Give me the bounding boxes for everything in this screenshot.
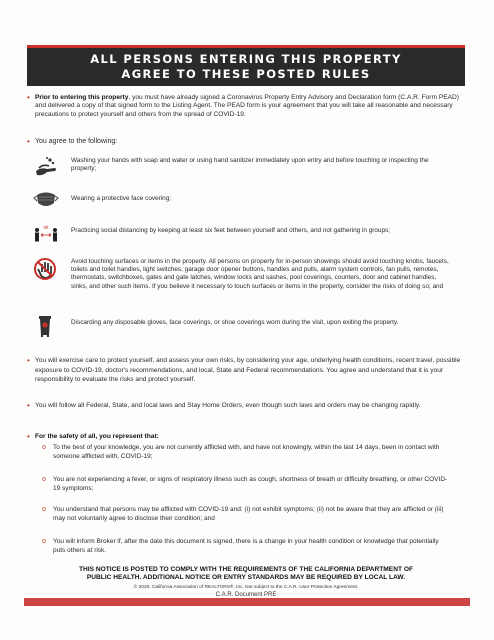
represent-item-2 (42, 475, 452, 493)
represent-text-4: You will inform Broker if, after the date this document is signed, there is a change in your health condition or knowledge that potentially puts others at risk. (53, 538, 439, 554)
face-mask-icon (33, 187, 59, 211)
bullet-dot: • (27, 93, 30, 102)
agree-text-handwash: Washing your hands with soap and water or using hand sanitizer immediately upon entry and before touching or inspecting the property; (71, 157, 429, 173)
sub-bullet: o (42, 506, 46, 513)
title-banner (27, 45, 465, 86)
bullet-dot: • (27, 432, 30, 441)
care-text: You will exercise care to protect yourself, and assess your own risks, by considering your age, underlying health conditions, recent travel, possible exposure to COVID-19, doctor's recommendations, and local, State and Federal recommendations. You agree and understand that it is your responsibility to evaluate the risks and protect yourself. (35, 357, 461, 384)
agree-text-mask: Wearing a protective face covering; (71, 195, 172, 202)
represent-item-4 (42, 537, 452, 555)
form-id: C.A.R. Document PRE (215, 591, 277, 598)
distance-label: 6ft (43, 225, 49, 230)
safety-bold: For the safety of all, you represent that: (35, 433, 159, 440)
agree-text-notouch: Avoid touching surfaces or items in the property. All persons on property for in-person showings should avoid touching knobs, faucets, toilets and toilet handles, light switches, garage door opener buttons, handles and pulls, alarm system controls, fan pulls, remotes, thermostats, switchboxes, gates and gate latches, window locks and sashes, pool coverings, counters, door and cabinet handles, sinks, and other such items. If you believe it necessary to touch surfaces or items in the property, consider the risks of doing so; and (71, 258, 449, 290)
prior-entry-paragraph (27, 94, 467, 119)
agree-item-notouch (33, 257, 451, 291)
represent-text-2: You are not experiencing a fever, or signs of respiratory illness such as cough, shortness of breath or difficulty breathing, or other COVID-19 symptoms; (53, 476, 448, 492)
sub-bullet: o (42, 476, 46, 483)
bullet-dot: • (27, 356, 30, 365)
footer-red-bar (24, 598, 470, 606)
agree-item-discard (33, 313, 451, 337)
sub-bullet: o (42, 444, 46, 451)
hand-washing-icon (33, 155, 59, 179)
represent-item-1 (42, 443, 452, 461)
agree-intro-text: You agree to the following: (35, 138, 118, 145)
notice-line-1: THIS NOTICE IS POSTED TO COMPLY WITH THE REQUIREMENTS OF THE CALIFORNIA DEPARTMENT OF (79, 566, 413, 573)
agree-intro (27, 138, 467, 146)
agree-item-distance (33, 221, 451, 245)
copyright-line: © 2020, California Association of REALTORS®, Inc. Not subject to the C.A.R. User Protection Agreement. (133, 584, 359, 590)
no-touching-icon (33, 257, 59, 281)
trash-bin-icon (33, 313, 59, 337)
notice-line-2: PUBLIC HEALTH. ADDITIONAL NOTICE OR ENTRY STANDARDS MAY BE REQUIRED BY LOCAL LAW. (86, 574, 406, 582)
represent-text-1: To the best of your knowledge, you are not currently afflicted with, and have not knowingly, within the last 14 days, been in contact with someone afflicted with, COVID-19; (53, 444, 440, 460)
agree-item-handwash (33, 155, 451, 179)
bullet-dot: • (27, 401, 30, 410)
notice-footer (30, 566, 462, 599)
laws-paragraph (27, 401, 467, 411)
agree-text-discard: Discarding any disposable gloves, face coverings, or shoe coverings worn during the visit, upon exiting the property. (71, 319, 399, 326)
social-distance-icon (33, 221, 59, 245)
sub-bullet: o (42, 538, 46, 545)
banner-line-2: AGREE TO THESE POSTED RULES (121, 67, 371, 81)
agree-text-distance: Practicing social distancing by keeping at least six feet between yourself and others, and not gathering in groups; (71, 227, 391, 234)
prior-entry-text: , you must have already signed a Coronavirus Property Entry Advisory and Declaration form (C.A.R. Form PEAD) and delivered a copy of that signed form to the Listing Agent. The PEAD form is your agreement that you will take all reasonable and necessary precautions to protect yourself and others from the spread of COVID-19. (35, 94, 459, 118)
laws-text: You will follow all Federal, State, and local laws and Stay Home Orders, even though such laws and orders may be changing rapidly. (35, 402, 421, 409)
care-paragraph (27, 356, 467, 385)
prior-entry-bold: Prior to entering this property (35, 94, 129, 101)
banner-line-1: ALL PERSONS ENTERING THIS PROPERTY (90, 52, 402, 66)
safety-heading (27, 433, 467, 441)
represent-item-3 (42, 505, 452, 523)
agree-item-mask (33, 187, 451, 211)
bullet-dot: • (27, 137, 30, 146)
represent-text-3: You understand that persons may be afflicted with COVID-19 and: (i) not exhibit symptoms; (ii) not be aware that they are afflicted or (iii) may not voluntarily agree to disclose their condition; and (53, 506, 444, 522)
